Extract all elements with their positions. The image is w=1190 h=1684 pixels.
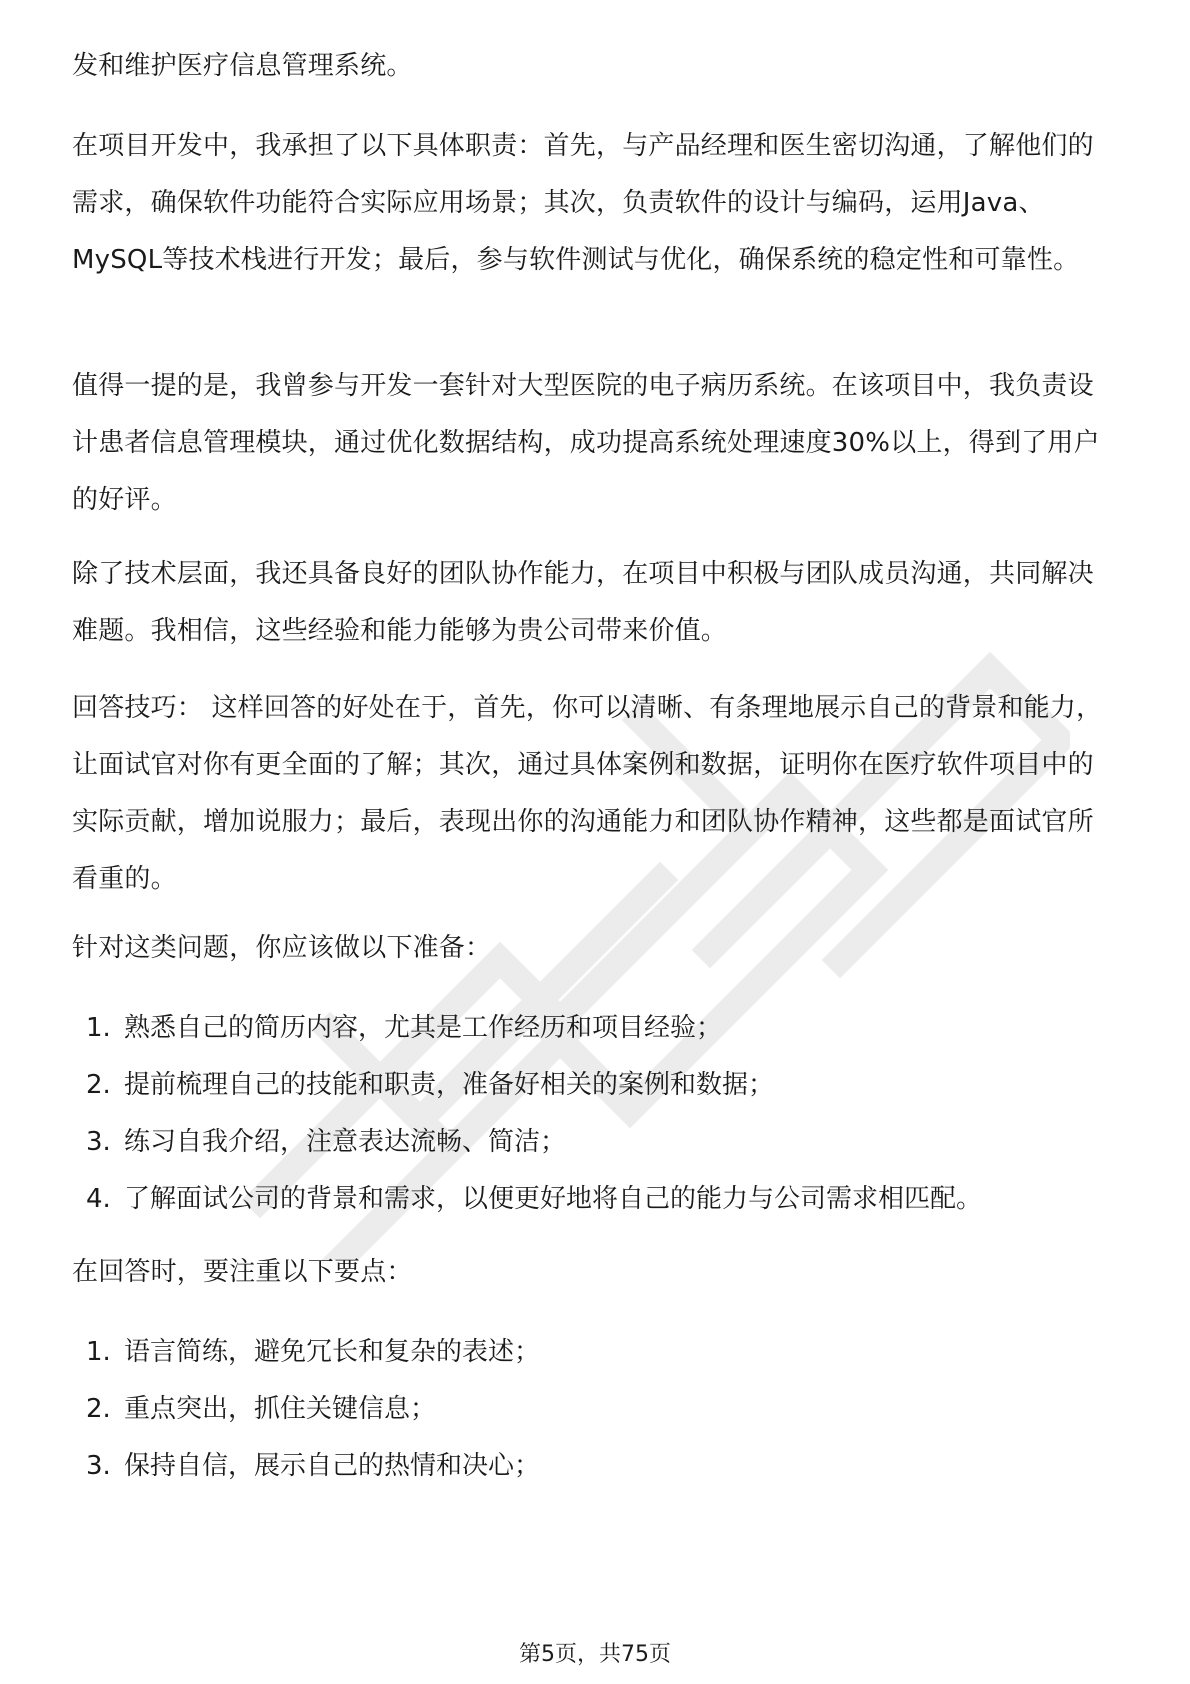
list-item-text: 语言简练，避免冗长和复杂的表述； [124, 1337, 541, 1367]
list-item [72, 1000, 1118, 1057]
paragraph-teamwork: 除了技术层面，我还具备良好的团队协作能力，在项目中积极与团队成员沟通，共同解决难题。我相信，这些经验和能力能够为贵公司带来价值。 [72, 559, 1094, 646]
list-item [72, 1438, 1118, 1495]
list-number: 4. [86, 1184, 111, 1214]
paragraph-intro-end: 发和维护医疗信息管理系统。 [72, 51, 413, 81]
list-number: 2. [86, 1394, 111, 1424]
prep-list [72, 1000, 1118, 1228]
page-number-footer: 第5页，共75页 [519, 1642, 671, 1667]
list-item-text: 重点突出，抓住关键信息； [124, 1394, 437, 1424]
list-number: 1. [86, 1013, 111, 1043]
paragraph-prep-intro: 针对这类问题，你应该做以下准备： [72, 933, 492, 963]
list-item-text: 提前梳理自己的技能和职责，准备好相关的案例和数据； [124, 1070, 775, 1100]
list-number: 3. [86, 1127, 111, 1157]
list-item [72, 1057, 1118, 1114]
paragraph-points-intro: 在回答时，要注重以下要点： [72, 1257, 413, 1287]
list-number: 3. [86, 1451, 111, 1481]
list-number: 1. [86, 1337, 111, 1367]
list-item [72, 1324, 1118, 1381]
paragraph-answer-tips: 回答技巧： 这样回答的好处在于，首先，你可以清晰、有条理地展示自己的背景和能力，让面试官对你有更全面的了解；其次，通过具体案例和数据，证明你在医疗软件项目中的实际贡献，增加说服力；最后，表现出你的沟通能力和团队协作精神，这些都是面试官所看重的。 [72, 693, 1103, 894]
list-number: 2. [86, 1070, 111, 1100]
paragraph-responsibilities: 在项目开发中，我承担了以下具体职责：首先，与产品经理和医生密切沟通，了解他们的需求，确保软件功能符合实际应用场景；其次，负责软件的设计与编码，运用Java、MySQL等技术栈进行开发；最后，参与软件测试与优化，确保系统的稳定性和可靠性。 [72, 131, 1094, 275]
list-item [72, 1114, 1118, 1171]
list-item-text: 了解面试公司的背景和需求，以便更好地将自己的能力与公司需求相匹配。 [124, 1184, 983, 1214]
list-item [72, 1381, 1118, 1438]
list-item-text: 练习自我介绍，注意表达流畅、简洁； [124, 1127, 567, 1157]
list-item-text: 熟悉自己的简历内容，尤其是工作经历和项目经验； [124, 1013, 723, 1043]
points-list [72, 1324, 1118, 1495]
list-item [72, 1171, 1118, 1228]
paragraph-highlight-project: 值得一提的是，我曾参与开发一套针对大型医院的电子病历系统。在该项目中，我负责设计患者信息管理模块，通过优化数据结构，成功提高系统处理速度30%以上，得到了用户的好评。 [72, 371, 1100, 515]
list-item-text: 保持自信，展示自己的热情和决心； [124, 1451, 541, 1481]
